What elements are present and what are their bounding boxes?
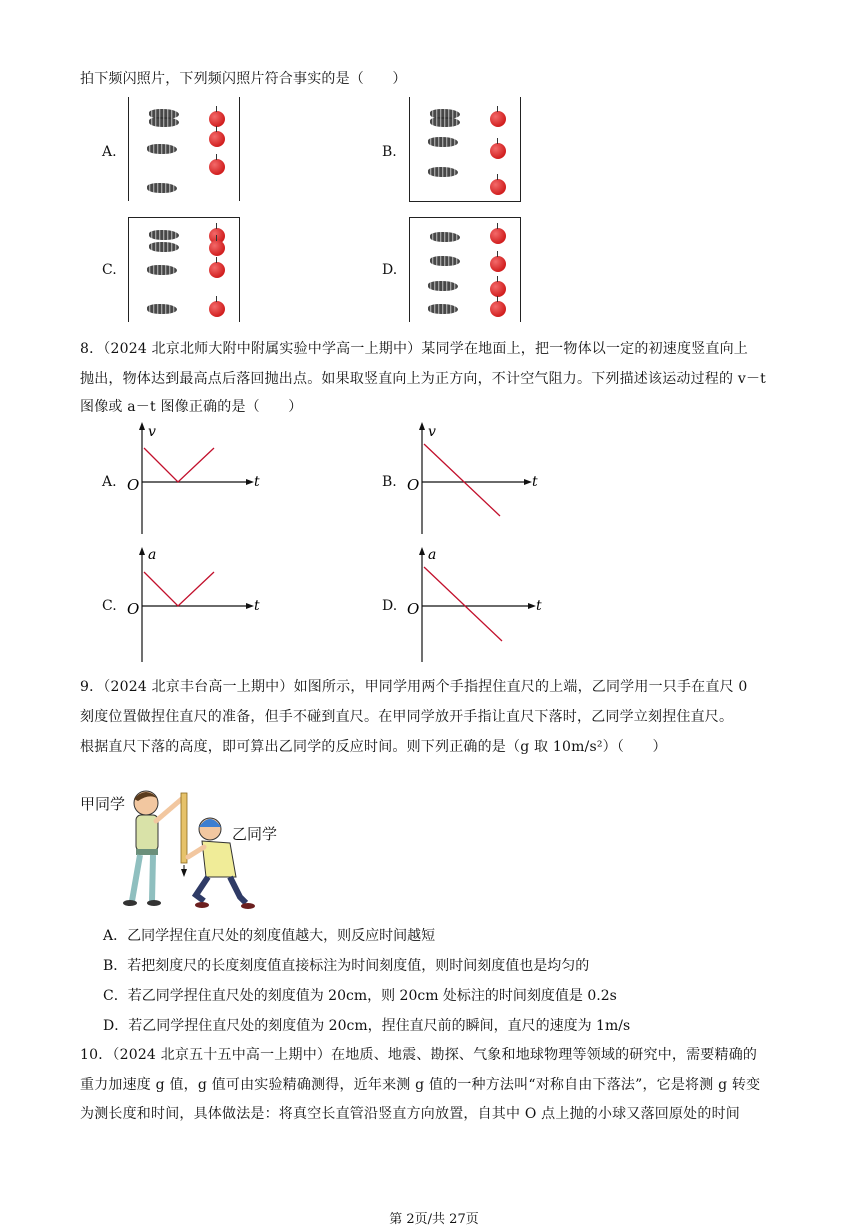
person-b-leg (196, 877, 208, 901)
axis-label-t: t (254, 598, 260, 614)
feather-image (147, 265, 177, 275)
feather-image (428, 137, 458, 147)
feather-image (149, 230, 179, 240)
ruler (181, 793, 187, 863)
apple-image (490, 301, 506, 317)
q9-text-line-3: 根据直尺下落的高度，即可算出乙同学的反应时间。则下列正确的是（g 取 10m/s²）（ ） (80, 739, 667, 755)
apple-image (209, 159, 225, 175)
axis-label-a: a (148, 547, 157, 563)
q9-choice-c: C．若乙同学捏住直尺处的刻度值为 20cm，则 20cm 处标注的时间刻度值是 0.2s (103, 988, 617, 1004)
apple-image (209, 301, 225, 317)
fall-arrow-head (181, 869, 187, 877)
q7-option-a-photo (128, 97, 240, 201)
label-jia-tongxue: 甲同学 (80, 795, 126, 813)
apple-image (209, 262, 225, 278)
axis-label-t: t (254, 474, 260, 490)
person-b-shoe (195, 902, 209, 908)
person-a-belt (136, 849, 158, 855)
person-a-arm (156, 797, 184, 821)
apple-image (490, 256, 506, 272)
y-axis-arrow (139, 547, 145, 555)
q7-option-d-photo (409, 217, 521, 322)
origin-label: O (407, 476, 420, 494)
q7-intro: 拍下频闪照片，下列频闪照片符合事实的是（ ） (80, 71, 407, 87)
axis-label-t: t (536, 598, 542, 614)
q8-text-line-1: 8．（2024 北京北师大附中附属实验中学高一上期中）某同学在地面上，把一物体以一定的初速度竖直向上 (80, 341, 748, 357)
q8-graph-d (400, 545, 550, 663)
apple-image (490, 111, 506, 127)
feather-image (147, 144, 177, 154)
apple-image (209, 131, 225, 147)
x-axis-arrow (246, 479, 254, 485)
q9-choice-a: A．乙同学捏住直尺处的刻度值越大，则反应时间越短 (103, 928, 436, 944)
person-a-shoe (123, 900, 137, 906)
q7-option-b-label: B. (382, 144, 397, 160)
graph-line (424, 444, 500, 516)
person-b-shirt (202, 841, 236, 877)
q7-option-c-label: C. (102, 262, 117, 278)
q10-text-line-3: 为测长度和时间，具体做法是：将真空长直管沿竖直方向放置，自其中 O 点上抛的小球又落回原处的时间 (80, 1106, 740, 1122)
feather-image (147, 304, 177, 314)
x-axis-arrow (528, 603, 536, 609)
x-axis-arrow (524, 479, 532, 485)
feather-image (149, 117, 179, 127)
q9-ruler-illustration (80, 785, 290, 915)
q8-option-b-label: B. (382, 474, 397, 490)
y-axis-arrow (139, 422, 145, 430)
page-number: 第 2页/共 27页 (389, 1212, 479, 1227)
q8-graph-c (120, 545, 270, 663)
origin-label: O (127, 600, 140, 618)
apple-image (490, 281, 506, 297)
y-axis-arrow (419, 422, 425, 430)
q7-option-d-label: D. (382, 262, 398, 278)
axis-label-v: v (428, 424, 436, 440)
graph-line (424, 567, 502, 641)
person-b-cap (199, 819, 221, 827)
q8-graph-b (400, 420, 550, 535)
q7-option-c-photo (128, 217, 240, 322)
q7-option-a-label: A. (102, 144, 117, 160)
person-a-leg (132, 855, 140, 901)
feather-image (430, 117, 460, 127)
person-b-leg (230, 877, 246, 903)
q9-choice-b: B．若把刻度尺的长度刻度值直接标注为时间刻度值，则时间刻度值也是均匀的 (103, 958, 590, 974)
feather-image (147, 183, 177, 193)
origin-label: O (407, 600, 420, 618)
q8-text-line-2: 抛出，物体达到最高点后落回抛出点。如果取竖直向上为正方向，不计空气阻力。下列描述该运动过程的 v－t (80, 371, 766, 387)
q9-text-line-1: 9．（2024 北京丰台高一上期中）如图所示，甲同学用两个手指捏住直尺的上端，乙同学用一只手在直尺 0 (80, 679, 748, 695)
q8-option-a-label: A. (102, 474, 117, 490)
person-a-leg (152, 855, 153, 901)
label-yi-tongxue: 乙同学 (232, 825, 278, 843)
q8-option-d-label: D. (382, 598, 398, 614)
feather-image (430, 232, 460, 242)
origin-label: O (127, 476, 140, 494)
axis-label-v: v (148, 424, 156, 440)
people-figure (80, 785, 290, 915)
feather-image (428, 304, 458, 314)
apple-image (209, 240, 225, 256)
graph-line (144, 572, 214, 606)
q9-choice-d: D．若乙同学捏住直尺处的刻度值为 20cm，捏住直尺前的瞬间，直尺的速度为 1m/s (103, 1018, 631, 1034)
apple-image (490, 228, 506, 244)
person-a-shoe (147, 900, 161, 906)
apple-image (209, 111, 225, 127)
q8-option-c-label: C. (102, 598, 117, 614)
q8-text-line-3: 图像或 a－t 图像正确的是（ ） (80, 399, 303, 415)
q7-option-b-photo (409, 97, 521, 202)
axis-label-a: a (428, 547, 437, 563)
x-axis-arrow (246, 603, 254, 609)
feather-image (149, 242, 179, 252)
person-b-arm (188, 847, 204, 857)
y-axis-arrow (419, 547, 425, 555)
feather-image (428, 281, 458, 291)
q8-graph-a (120, 420, 270, 535)
q10-text-line-2: 重力加速度 g 值，g 值可由实验精确测得，近年来测 g 值的一种方法叫“对称自由下落法”，它是将测 g 转变 (80, 1077, 761, 1093)
feather-image (430, 256, 460, 266)
axis-label-t: t (532, 474, 538, 490)
feather-image (428, 167, 458, 177)
apple-image (490, 143, 506, 159)
graph-line (144, 448, 214, 482)
q9-text-line-2: 刻度位置做捏住直尺的准备，但手不碰到直尺。在甲同学放开手指让直尺下落时，乙同学立刻捏住直尺。 (80, 709, 734, 725)
apple-image (490, 179, 506, 195)
person-b-shoe (241, 903, 255, 909)
q10-text-line-1: 10．（2024 北京五十五中高一上期中）在地质、地震、勘探、气象和地球物理等领域的研究中，需要精确的 (80, 1047, 758, 1063)
